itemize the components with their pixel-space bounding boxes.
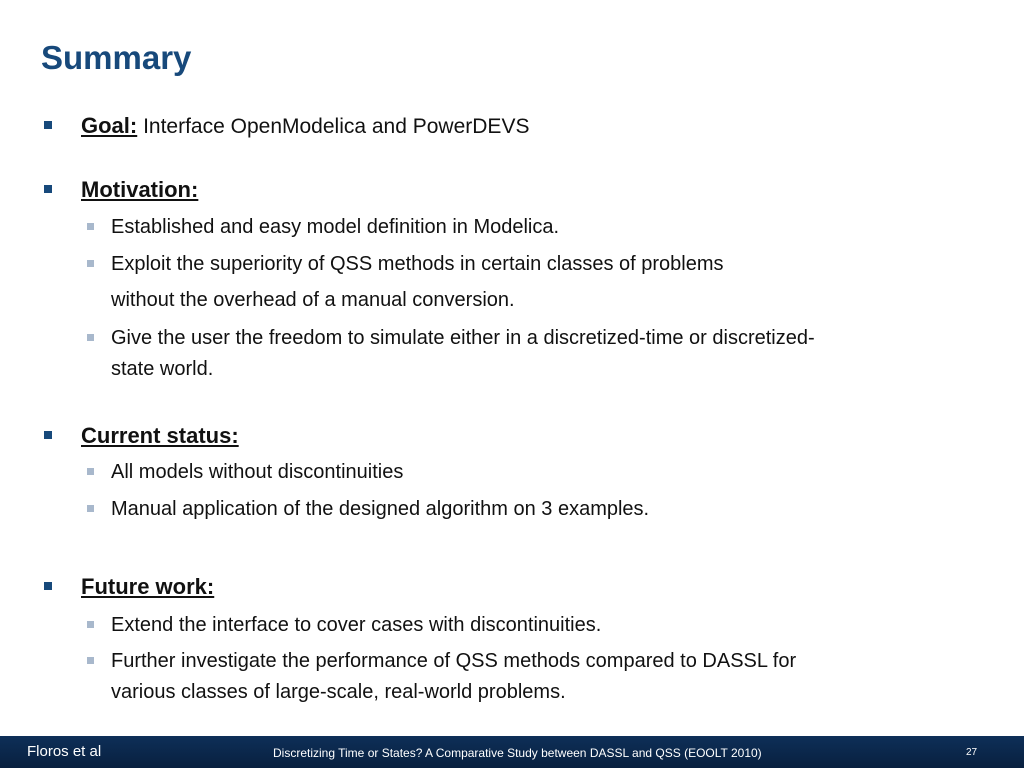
future-work-heading: Future work: xyxy=(81,574,215,599)
square-bullet-icon xyxy=(44,121,52,129)
motivation-item-continuation xyxy=(111,285,971,316)
motivation-item-text: without the overhead of a manual conversion. xyxy=(111,289,515,311)
current-status-item-text: All models without discontinuities xyxy=(111,461,404,483)
square-bullet-icon xyxy=(44,582,52,590)
sub-bullet-icon xyxy=(87,334,94,341)
motivation-item xyxy=(111,249,971,280)
sub-bullet-icon xyxy=(87,657,94,664)
goal-text: Interface OpenModelica and PowerDEVS xyxy=(143,115,530,138)
motivation-item-text: Established and easy model definition in Modelica. xyxy=(111,216,560,238)
motivation-item xyxy=(111,212,971,243)
bullet-future-work xyxy=(81,571,214,603)
motivation-item-text: Exploit the superiority of QSS methods in certain classes of problems xyxy=(111,253,724,275)
future-work-item-continuation xyxy=(111,677,971,708)
future-work-item xyxy=(111,646,971,677)
motivation-item-continuation xyxy=(111,354,971,385)
current-status-heading: Current status: xyxy=(81,423,239,448)
current-status-item-text: Manual application of the designed algorithm on 3 examples. xyxy=(111,498,650,520)
footer-title: Discretizing Time or States? A Comparative Study between DASSL and QSS (EOOLT 2010) xyxy=(273,746,762,760)
sub-bullet-icon xyxy=(87,505,94,512)
motivation-heading: Motivation: xyxy=(81,177,199,202)
bullet-goal xyxy=(81,110,529,142)
future-work-item-text: various classes of large-scale, real-world problems. xyxy=(111,681,566,703)
square-bullet-icon xyxy=(44,431,52,439)
motivation-item-text: Give the user the freedom to simulate either in a discretized-time or discretized- xyxy=(111,327,815,349)
goal-heading: Goal: xyxy=(81,113,138,138)
bullet-motivation xyxy=(81,174,198,206)
motivation-item xyxy=(111,323,971,354)
sub-bullet-icon xyxy=(87,260,94,267)
footer-bar xyxy=(0,736,1024,768)
sub-bullet-icon xyxy=(87,468,94,475)
sub-bullet-icon xyxy=(87,621,94,628)
bullet-current-status xyxy=(81,420,239,452)
future-work-item-text: Further investigate the performance of QSS methods compared to DASSL for xyxy=(111,650,797,672)
sub-bullet-icon xyxy=(87,223,94,230)
slide-title: Summary xyxy=(41,39,192,76)
current-status-item xyxy=(111,457,971,488)
square-bullet-icon xyxy=(44,185,52,193)
page-number: 27 xyxy=(966,747,978,758)
future-work-item xyxy=(111,610,971,641)
footer-author: Floros et al xyxy=(27,743,102,760)
future-work-item-text: Extend the interface to cover cases with discontinuities. xyxy=(111,614,602,636)
current-status-item xyxy=(111,494,971,525)
motivation-item-text: state world. xyxy=(111,358,214,380)
